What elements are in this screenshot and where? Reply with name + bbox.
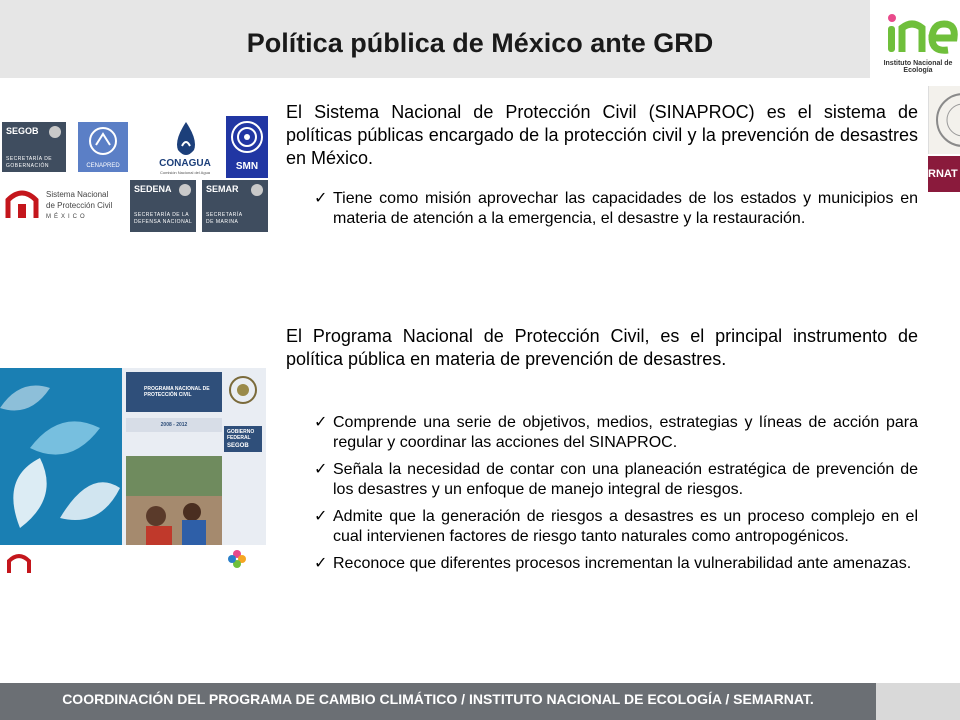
ine-logo-icon [876,4,960,60]
eagle-icon [48,125,62,139]
smn-spiral-icon [230,120,264,154]
sedena-logo: SEDENA SECRETARÍA DE LA DEFENSA NACIONAL [130,180,196,232]
checkmark-icon: ✓ [314,190,328,207]
conagua-logo: CONAGUA Comisión Nacional del Agua [150,118,220,180]
semarnat-tab: RNAT [928,156,960,192]
sinaproc-paragraph: El Sistema Nacional de Protección Civil (SINAPROC) es el sistema de políticas públicas encargado de la protección civil y la prevención de desastres en México. [286,102,918,168]
ine-logo [876,4,960,84]
checkmark-icon: ✓ [314,555,328,572]
cover-segob-label: GOBIERNO FEDERAL SEGOB [224,426,262,452]
smn-logo: SMN [226,116,268,178]
sinaproc-bullet-list [314,189,918,236]
sinaproc-logo: Sistema Nacional de Protección Civil MÉXICO [4,184,124,224]
mexico-seal-partial [928,86,960,154]
checkmark-icon: ✓ [314,508,328,525]
cover-title-band: PROGRAMA NACIONAL DE PROTECCIÓN CIVIL [126,372,222,412]
cenapred-icon [88,126,118,156]
sinaproc-small-icon [6,549,32,575]
list-item: ✓ Comprende una serie de objetivos, medios, estrategias y líneas de acción para regular y coordinar las acciones del SINAPROC. [314,414,918,451]
list-item: ✓ Admite que la generación de riesgos a desastres es un proceso complejo en el cual intervienen factores de riesgo tanto naturales como antropogénicos. [314,508,918,545]
page-title: Política pública de México ante GRD [246,28,714,58]
ine-caption: Instituto Nacional de Ecología [883,60,953,74]
list-item: ✓ Señala la necesidad de contar con una planeación estratégica de prevención de los desastres y un enfoque de manejo integral de riesgos. [314,461,918,498]
semar-logo: SEMAR SECRETARÍA DE MARINA [202,180,268,232]
sinaproc-icon [4,186,40,220]
segob-logo: SEGOB SECRETARÍA DE GOBERNACIÓN [2,122,66,172]
programa-paragraph: El Programa Nacional de Protección Civil, es el principal instrumento de política pública en materia de prevención de desastres. [286,326,918,369]
footer-text: COORDINACIÓN DEL PROGRAMA DE CAMBIO CLIMÁTICO / INSTITUTO NACIONAL DE ECOLOGÍA / SEMARNAT. [62,691,814,707]
water-drop-icon [172,120,200,158]
seal-icon [929,86,960,154]
checkmark-icon: ✓ [314,414,328,431]
checkmark-icon: ✓ [314,461,328,478]
cover-years: 2008 - 2012 [126,418,222,432]
program-cover-image [0,368,266,578]
footer-bar [0,683,876,720]
list-item: ✓ Reconoce que diferentes procesos incrementan la vulnerabilidad ante amenazas. [314,555,912,572]
petal-decoration-icon [0,368,122,546]
list-item: ✓ Tiene como misión aprovechar las capacidades de los estados y municipios en materia de atención a la emergencia, el desastre y la restauración. [314,190,918,227]
flower-logo-icon [226,548,248,570]
mexico-eagle-icon [228,374,258,406]
eagle-icon [250,183,264,197]
footer-corner [876,683,960,720]
programa-bullet-list [314,413,918,581]
eagle-icon [178,183,192,197]
cenapred-logo: CENAPRED [78,122,128,172]
